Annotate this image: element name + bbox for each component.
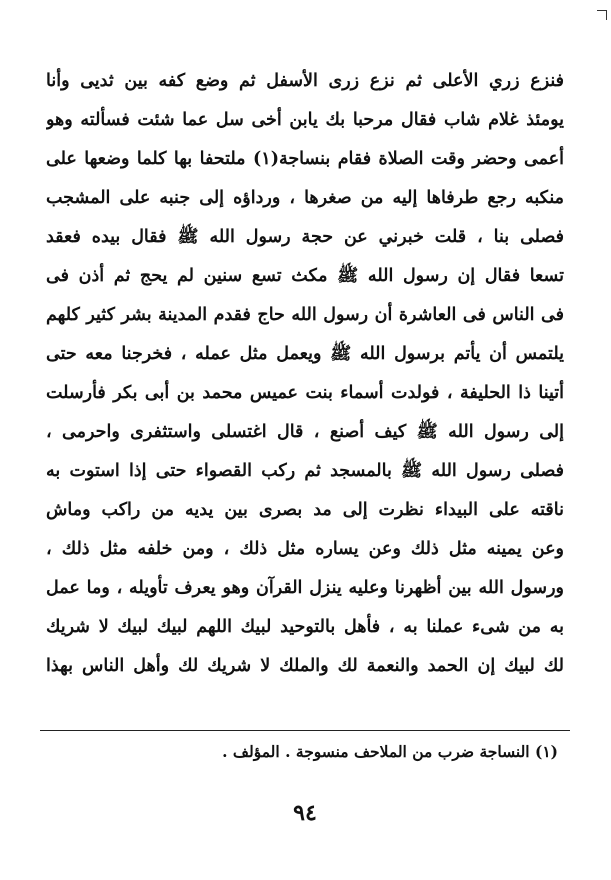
- footnote: (١) النساجة ضرب من الملاحف منسوجة . المؤلف .: [222, 742, 558, 761]
- text-line: ورسول الله بين أظهرنا وعليه ينزل القرآن وهو يعرف تأويله ، وما عمل: [46, 578, 564, 598]
- text-line: منكبه رجع طرفاها إليه من صغرها ، ورداؤه إلى جنبه على المشجب: [46, 188, 564, 208]
- text-line: فى الناس فى العاشرة أن رسول الله حاج فقدم المدينة بشر كثير كلهم: [46, 305, 564, 325]
- text-line: به من شىء عملنا به ، فأهل بالتوحيد لبيك اللهم لبيك لبيك لا شريك: [46, 617, 564, 637]
- text-line: فصلى بنا ، قلت خبرني عن حجة رسول الله ﷺ فقال بيده فعقد: [46, 227, 564, 247]
- text-line: أتينا ذا الحليفة ، فولدت أسماء بنت عميس محمد بن أبى بكر فأرسلت: [46, 383, 564, 403]
- text-line: فنزع زري الأعلى ثم نزع زرى الأسفل ثم وضع كفه بين ثديى وأنا: [46, 71, 564, 91]
- text-line: لك لبيك إن الحمد والنعمة لك والملك لا شريك لك وأهل الناس بهذا: [46, 656, 564, 676]
- text-line: ناقته على البيداء نظرت إلى مد بصرى بين يديه من راكب وماش: [46, 500, 564, 520]
- text-line: يومئذ غلام شاب فقال مرحبا بك يابن أخى سل عما شئت فسألته وهو: [46, 110, 564, 130]
- text-line: إلى رسول الله ﷺ كيف أصنع ، قال اغتسلى واستثفرى واحرمى ،: [46, 422, 564, 442]
- text-line: يلتمس أن يأتم برسول الله ﷺ ويعمل مثل عمله ، فخرجنا معه حتى: [46, 344, 564, 364]
- footnote-divider: [40, 730, 570, 731]
- text-line: أعمى وحضر وقت الصلاة فقام بنساجة(١) ملتحفا بها كلما وضعها على: [46, 149, 564, 169]
- corner-crop-mark: [597, 10, 607, 20]
- page-number: ٩٤: [293, 800, 317, 826]
- text-line: وعن يمينه مثل ذلك وعن يساره مثل ذلك ، ومن خلفه مثل ذلك ،: [46, 539, 564, 559]
- text-line: فصلى رسول الله ﷺ بالمسجد ثم ركب القصواء حتى إذا استوت به: [46, 461, 564, 481]
- text-line: تسعا فقال إن رسول الله ﷺ مكث تسع سنين لم يحج ثم أذن فى: [46, 266, 564, 286]
- main-text-block: [46, 62, 564, 686]
